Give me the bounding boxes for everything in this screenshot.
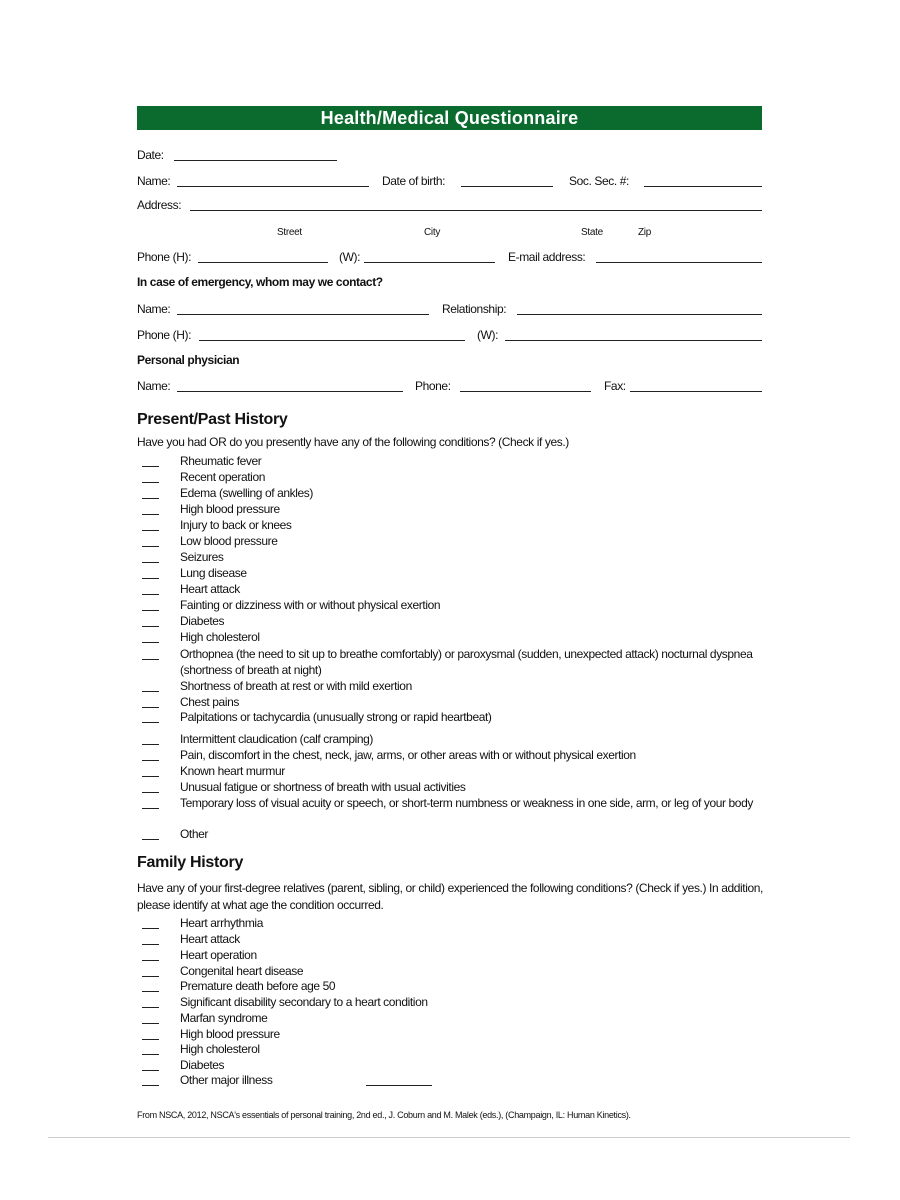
checkbox-blank[interactable] [142,991,159,992]
checkbox-blank[interactable] [142,530,159,531]
relationship-field[interactable] [517,314,762,315]
physician-fax-label: Fax: [604,379,626,393]
address-label: Address: [137,198,182,212]
physician-name-label: Name: [137,379,171,393]
condition-item: Low blood pressure [180,534,278,548]
condition-item: Seizures [180,550,224,564]
condition-item: Premature death before age 50 [180,979,336,993]
checkbox-blank[interactable] [142,976,159,977]
condition-item: Palpitations or tachycardia (unusually strong or rapid heartbeat) [180,710,492,724]
present-history-heading: Present/Past History [137,411,288,428]
checkbox-blank[interactable] [142,659,159,660]
checkbox-blank[interactable] [142,1007,159,1008]
checkbox-blank[interactable] [142,944,159,945]
other-illness-field[interactable] [366,1085,432,1086]
condition-item: High cholesterol [180,1042,260,1056]
checkbox-blank[interactable] [142,1023,159,1024]
condition-item: Heart attack [180,932,240,946]
condition-item: Unusual fatigue or shortness of breath with usual activities [180,780,466,794]
checkbox-blank[interactable] [142,1054,159,1055]
condition-item: Significant disability secondary to a heart condition [180,995,428,1009]
checkbox-blank[interactable] [142,839,159,840]
checkbox-blank[interactable] [142,722,159,723]
condition-item: Other major illness [180,1073,273,1087]
phone-home-label: Phone (H): [137,250,192,264]
condition-item: Edema (swelling of ankles) [180,486,313,500]
checkbox-blank[interactable] [142,928,159,929]
date-label: Date: [137,148,164,162]
physician-phone-field[interactable] [460,391,591,392]
city-caption: City [424,227,441,238]
zip-caption: Zip [638,227,651,238]
checkbox-blank[interactable] [142,482,159,483]
family-history-question: Have any of your first-degree relatives (parent, sibling, or child) experienced the following conditions? (Check if yes.) In addition, please identify at what age the condition occurred. [137,881,763,912]
condition-item: High blood pressure [180,502,280,516]
condition-item: Pain, discomfort in the chest, neck, jaw, arms, or other areas with or without physical exertion [180,748,636,762]
dob-label: Date of birth: [382,174,446,188]
ssn-field[interactable] [644,186,762,187]
ssn-label: Soc. Sec. #: [569,174,629,188]
checkbox-blank[interactable] [142,691,159,692]
checkbox-blank[interactable] [142,498,159,499]
checkbox-blank[interactable] [142,776,159,777]
condition-item: Marfan syndrome [180,1011,268,1025]
condition-item: High blood pressure [180,1027,280,1041]
checkbox-blank[interactable] [142,466,159,467]
street-caption: Street [277,227,302,238]
condition-item: Heart attack [180,582,240,596]
condition-item: Recent operation [180,470,265,484]
emergency-name-label: Name: [137,302,171,316]
checkbox-blank[interactable] [142,1070,159,1071]
dob-field[interactable] [461,186,553,187]
checkbox-blank[interactable] [142,808,159,809]
checkbox-blank[interactable] [142,610,159,611]
checkbox-blank[interactable] [142,514,159,515]
emergency-phone-work-field[interactable] [505,340,762,341]
checkbox-blank[interactable] [142,1085,159,1086]
phone-work-label: (W): [339,250,361,264]
emergency-phone-home-field[interactable] [199,340,465,341]
condition-item: High cholesterol [180,630,260,644]
checkbox-blank[interactable] [142,1039,159,1040]
condition-item: Fainting or dizziness with or without physical exertion [180,598,441,612]
email-field[interactable] [596,262,762,263]
condition-item: Heart operation [180,948,257,962]
present-history-question: Have you had OR do you presently have any of the following conditions? (Check if yes.) [137,435,569,449]
physician-name-field[interactable] [177,391,403,392]
condition-item: Heart arrhythmia [180,916,263,930]
condition-item: Other [180,827,209,841]
condition-item: Known heart murmur [180,764,285,778]
form-title: Health/Medical Questionnaire [137,106,762,130]
condition-item: Diabetes [180,1058,225,1072]
source-citation: From NSCA, 2012, NSCA's essentials of personal training, 2nd ed., J. Coburn and M. Malek (eds.), (Champaign, IL: Human Kinetics). [137,1110,631,1120]
condition-item: Diabetes [180,614,225,628]
condition-item: Temporary loss of visual acuity or speech, or short-term numbness or weakness in one side, arm, or leg of your body [180,796,753,810]
checkbox-blank[interactable] [142,760,159,761]
checkbox-blank[interactable] [142,626,159,627]
checkbox-blank[interactable] [142,546,159,547]
condition-item: Chest pains [180,695,239,709]
page-divider [48,1137,850,1138]
condition-item: Congenital heart disease [180,964,304,978]
address-field[interactable] [190,210,762,211]
checkbox-blank[interactable] [142,578,159,579]
checkbox-blank[interactable] [142,562,159,563]
condition-item: Injury to back or knees [180,518,292,532]
email-label: E-mail address: [508,250,586,264]
condition-item: Rheumatic fever [180,454,262,468]
checkbox-blank[interactable] [142,744,159,745]
checkbox-blank[interactable] [142,642,159,643]
condition-item: Orthopnea (the need to sit up to breathe comfortably) or paroxysmal (sudden, unexpected attack) nocturnal dyspnea (shortness of breath at night) [180,647,753,677]
checkbox-blank[interactable] [142,594,159,595]
date-field[interactable] [174,160,337,161]
phone-home-field[interactable] [198,262,328,263]
physician-heading: Personal physician [137,353,240,367]
name-field[interactable] [177,186,369,187]
condition-item: Shortness of breath at rest or with mild exertion [180,679,412,693]
relationship-label: Relationship: [442,302,507,316]
emergency-phone-work-label: (W): [477,328,499,342]
state-caption: State [581,227,603,238]
physician-phone-label: Phone: [415,379,451,393]
condition-item: Intermittent claudication (calf cramping) [180,732,374,746]
phone-work-field[interactable] [364,262,495,263]
checkbox-blank[interactable] [142,792,159,793]
name-label: Name: [137,174,171,188]
checkbox-blank[interactable] [142,707,159,708]
emergency-phone-home-label: Phone (H): [137,328,192,342]
physician-fax-field[interactable] [630,391,762,392]
emergency-heading: In case of emergency, whom may we contact? [137,275,383,289]
checkbox-blank[interactable] [142,960,159,961]
condition-item: Lung disease [180,566,247,580]
emergency-name-field[interactable] [177,314,429,315]
family-history-heading: Family History [137,854,244,871]
